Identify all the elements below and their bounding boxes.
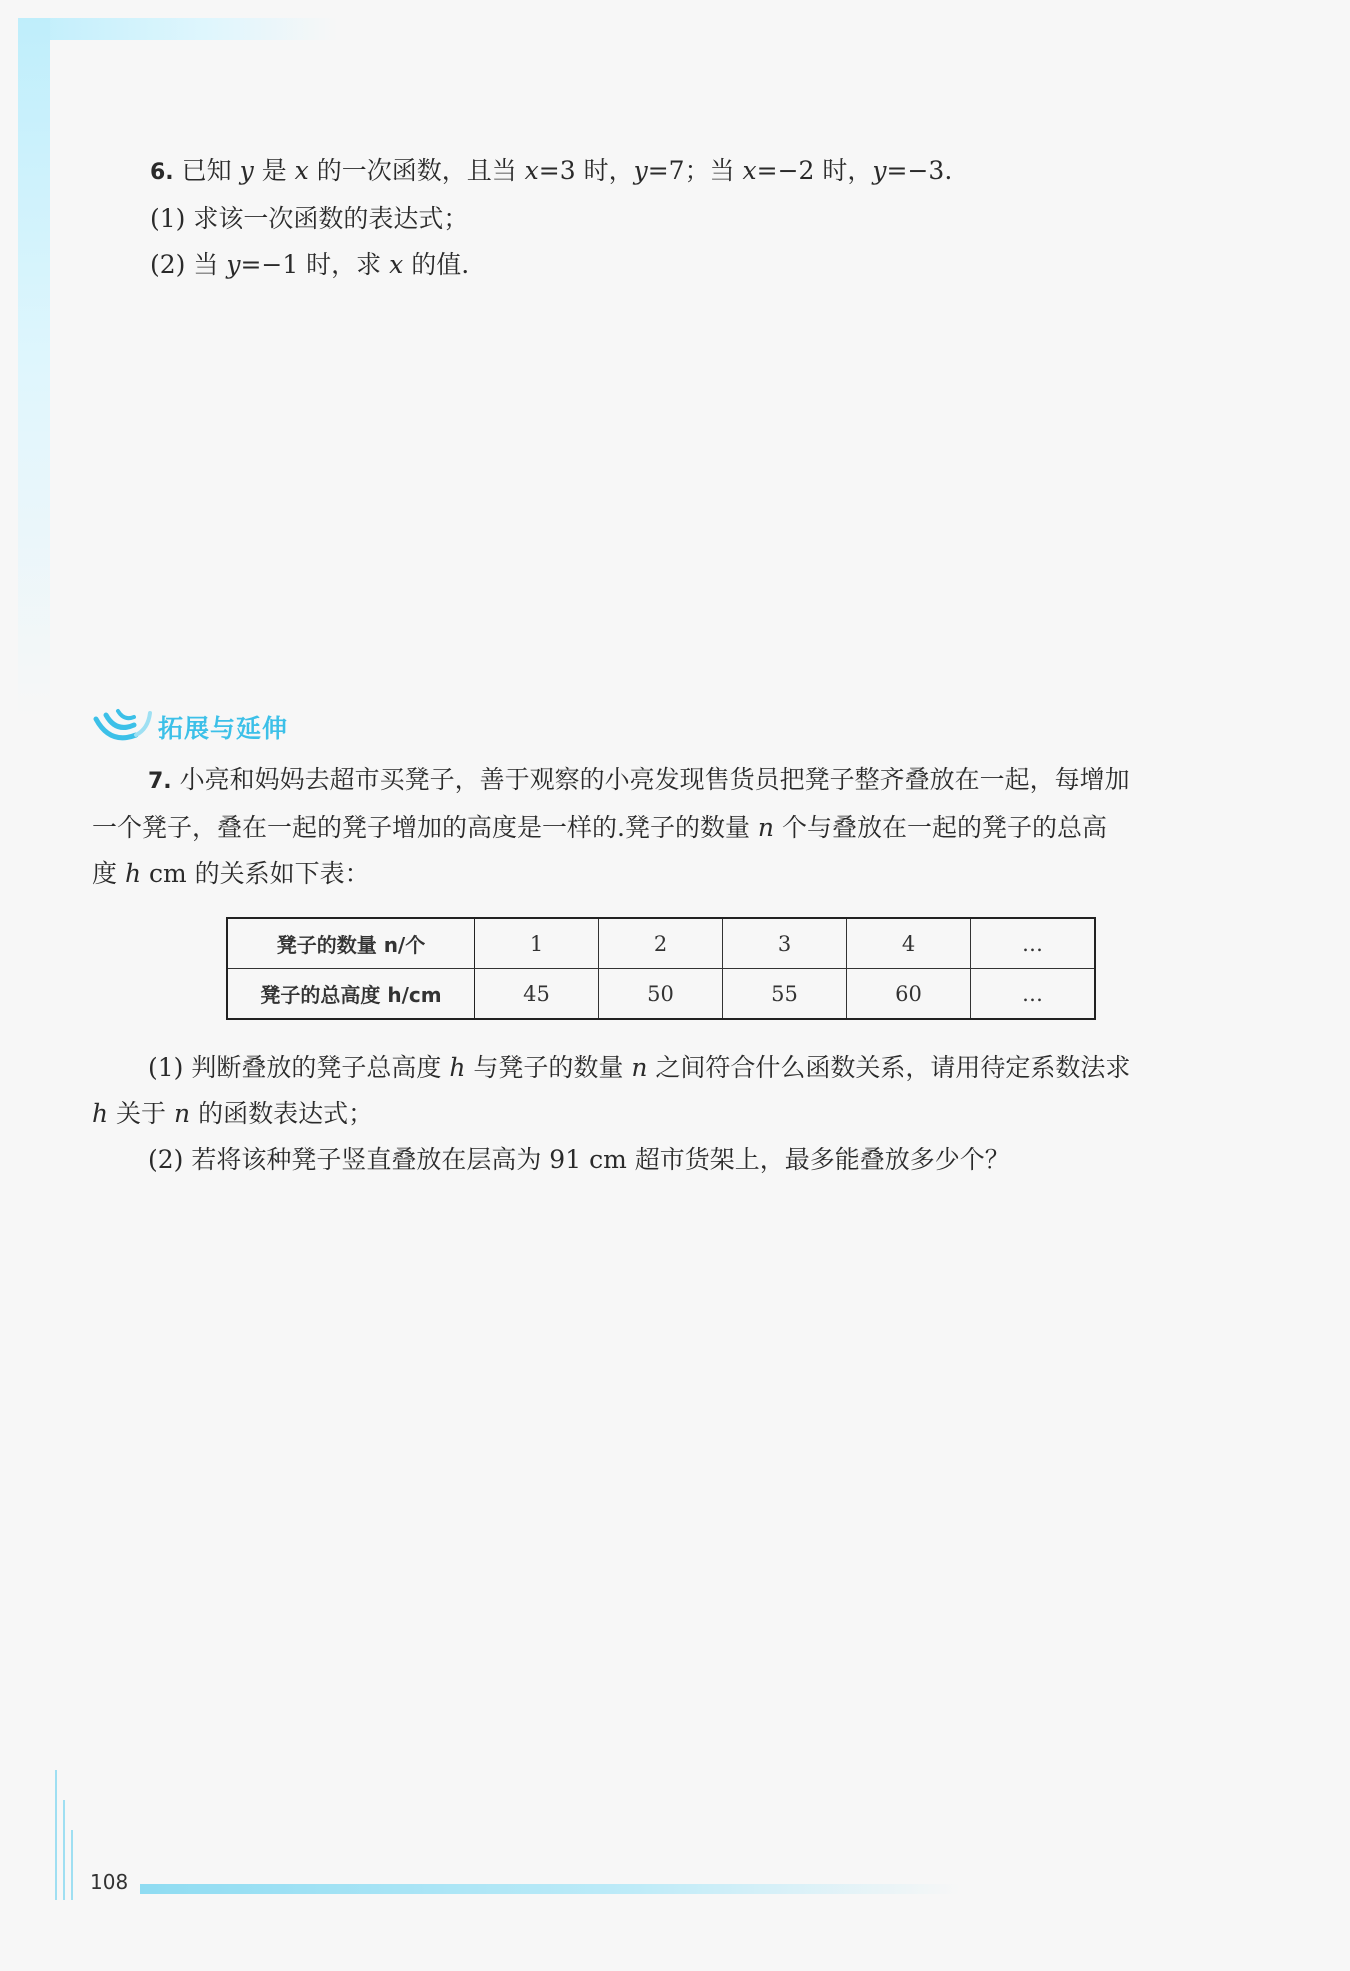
math-var: n: [757, 813, 775, 842]
table-cell: 45: [475, 969, 599, 1020]
math-var: x: [389, 250, 404, 279]
table-cell: …: [971, 918, 1096, 969]
question-number: 7.: [148, 769, 172, 794]
question-6: [150, 148, 952, 288]
table-cell: 55: [723, 969, 847, 1020]
text: =−2 时，: [756, 156, 873, 185]
top-decor-band: [18, 18, 338, 40]
table-cell: 3: [723, 918, 847, 969]
table-cell: …: [971, 969, 1096, 1020]
section-header: [92, 705, 288, 749]
question-6-part-1: (1) 求该一次函数的表达式；: [150, 204, 469, 233]
table-row: [227, 918, 1095, 969]
text: 个与叠放在一起的凳子的总高: [774, 813, 1107, 842]
math-var: y: [226, 250, 241, 279]
text: 已知: [181, 156, 240, 185]
data-table-wrap: [226, 917, 1096, 1020]
table-cell: 1: [475, 918, 599, 969]
question-7-subparts: [92, 1045, 1222, 1183]
math-var: y: [239, 156, 254, 185]
math-var: y: [872, 156, 887, 185]
text: 的函数表达式；: [190, 1099, 374, 1128]
question-7-line-1: [92, 757, 1222, 805]
text: 之间符合什么函数关系，请用待定系数法求: [647, 1053, 1131, 1082]
text: 是: [253, 156, 295, 185]
wave-logo-icon: [92, 705, 154, 749]
text: 度: [92, 859, 125, 888]
text: 关于: [108, 1099, 175, 1128]
math-var: h: [124, 859, 142, 888]
left-decor-band: [18, 18, 50, 718]
table-cell: 4: [847, 918, 971, 969]
text: =7；当: [647, 156, 743, 185]
row-header-count: 凳子的数量 n/个: [227, 918, 475, 969]
text: =−1 时，求: [240, 250, 390, 279]
question-number: 6.: [150, 160, 174, 185]
math-var: n: [631, 1053, 648, 1082]
question-7: [92, 757, 1222, 897]
table-row: [227, 969, 1095, 1020]
text: 的一次函数，且当: [308, 156, 525, 185]
row-header-height: 凳子的总高度 h/cm: [227, 969, 475, 1020]
table-cell: 2: [599, 918, 723, 969]
text: =−3.: [886, 156, 953, 185]
footer-decor-lines: [52, 1770, 82, 1900]
question-7-part-1: [92, 1045, 1222, 1091]
footer-decor-bar: [140, 1884, 960, 1894]
math-var: y: [633, 156, 648, 185]
math-var: h: [92, 1099, 109, 1128]
math-var: x: [294, 156, 309, 185]
page-number: 108: [90, 1870, 129, 1894]
text: 与凳子的数量: [465, 1053, 632, 1082]
text: 的值.: [403, 250, 470, 279]
table-cell: 60: [847, 969, 971, 1020]
text: cm 的关系如下表：: [141, 859, 370, 888]
math-var: n: [174, 1099, 191, 1128]
text: 一个凳子，叠在一起的凳子增加的高度是一样的.凳子的数量: [92, 813, 758, 842]
question-7-line-3: [92, 851, 1222, 897]
math-var: h: [449, 1053, 466, 1082]
question-7-part-1-cont: [92, 1091, 1222, 1137]
question-7-part-2: (2) 若将该种凳子竖直叠放在层高为 91 cm 超市货架上，最多能叠放多少个？: [148, 1145, 1010, 1174]
math-var: x: [742, 156, 757, 185]
text: 小亮和妈妈去超市买凳子，善于观察的小亮发现售货员把凳子整齐叠放在一起，每增加: [179, 765, 1130, 794]
text: =3 时，: [538, 156, 634, 185]
math-var: x: [524, 156, 539, 185]
table-cell: 50: [599, 969, 723, 1020]
stool-data-table: [226, 917, 1096, 1020]
question-6-stem: [150, 148, 952, 196]
question-6-part-2: [150, 242, 952, 288]
question-7-line-2: [92, 805, 1222, 851]
section-title: 拓展与延伸: [158, 714, 289, 743]
text: (1) 判断叠放的凳子总高度: [148, 1053, 450, 1082]
text: (2) 当: [150, 250, 227, 279]
